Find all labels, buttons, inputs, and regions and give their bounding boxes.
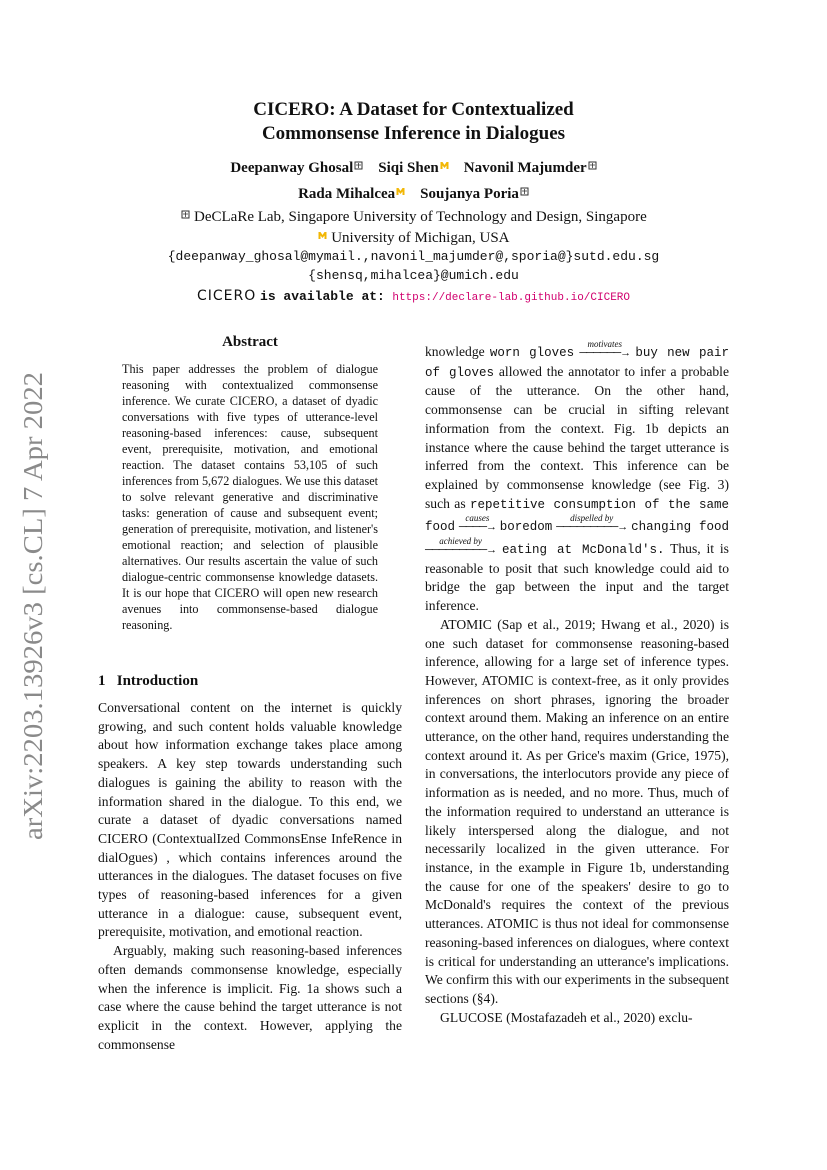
right-paragraph-glucose: GLUCOSE (Mostafazadeh et al., 2020) exclu- xyxy=(440,1009,693,1025)
email-2: {shensq,mihalcea}@umich.edu xyxy=(308,268,519,283)
term-changing-food: changing food xyxy=(631,520,729,535)
sutd-logo-icon xyxy=(181,210,190,219)
affiliation-1: DeCLaRe Lab, Singapore University of Technology and Design, Singapore xyxy=(0,209,827,226)
authors-row-2 xyxy=(0,186,827,203)
sutd-logo-icon xyxy=(354,161,363,170)
authors-row-1 xyxy=(0,160,827,177)
right-column xyxy=(425,340,729,1027)
author-name: Siqi Shen xyxy=(378,160,439,176)
term-eating-mcdonalds: eating at McDonald's. xyxy=(502,543,665,558)
email-1: {deepanway_ghosal@mymail.,navonil_majumder@,sporia@}sutd.edu.sg xyxy=(167,249,660,264)
arrow-motivates: motivates ──────→ xyxy=(579,339,631,359)
arxiv-stamp xyxy=(8,370,52,840)
umich-logo-icon xyxy=(396,187,405,196)
sutd-logo-icon xyxy=(588,161,597,170)
arrow-causes: causes ────→ xyxy=(458,513,496,534)
right-paragraph-atomic: ATOMIC (Sap et al., 2019; Hwang et al., 2020) is one such dataset for commonsense reasoning-based inference, allowing for a large set of inference types. However, ATOMIC is context-free, as it only provides inferences on short phrases, ignoring the broader context around them. Making an inference on an entire utterance, on the other hand, requires understanding the context around it. As per Grice's maxim (Grice, 1975), in conversations, the interlocutors provide any piece of information as is needed, and no more. Thus, much of the information required to understand an utterance is likely interspersed along the dialogue, and not necessarily localized in the given utterance. For instance, in the example in Figure 1b, understanding the cause for one of the speakers' desire to go to McDonald's requires the context of the previous utterances. ATOMIC is thus not ideal for commonsense reasoning-based inferences on dialogues, where context is critical for understanding an utterance's implications. We confirm this with our experiments in the subsequent sections (§4). xyxy=(425,616,729,1006)
arrow-achieved-by: achieved by ─────────→ xyxy=(425,536,497,557)
affiliation-2: University of Michigan, USA xyxy=(0,230,827,247)
author-name: Rada Mihalcea xyxy=(298,186,396,202)
intro-left-column xyxy=(98,699,402,1054)
abstract-heading: Abstract xyxy=(222,334,278,350)
right-paragraph-1: knowledge worn gloves motivates ──────→ buy new pair of gloves allowed the annotator to infer a probable cause of the utterance. On the other hand, commonsense can be crucial in sifting relevant information from the context. Fig. 1b depicts an instance where the cause behind the target utterance is inferred from the context. This inference can be explained by commonsense knowledge (see Fig. 3) such as repetitive consumption of the same food causes ────→ boredom dispelled by ─────────→ changing food achieved by ─────────→ eating at McDonald's. Thus, it is reasonable to posit that such knowledge could aid to bridge the gap between the input and the target inference. xyxy=(425,339,729,614)
author-name: Soujanya Poria xyxy=(420,186,519,202)
available-text: is available at: xyxy=(260,289,385,304)
intro-paragraph-2: Arguably, making such reasoning-based inferences often demands commonsense knowledge, especially when the inference is implicit. Fig. 1a shows such a case where the cause behind the target utterance is not explicit in the context. However, applying the commonsense xyxy=(98,943,402,1052)
arxiv-id: arXiv:2203.13926v3 [cs.CL] 7 Apr 2022 xyxy=(18,399,48,840)
cicero-name: CICERO xyxy=(197,288,257,304)
arrow-dispelled-by: dispelled by ─────────→ xyxy=(556,513,628,534)
author-name: Navonil Majumder xyxy=(463,160,587,176)
section-heading-introduction: 1 Introduction xyxy=(98,673,199,689)
umich-logo-icon xyxy=(440,161,449,170)
availability-line xyxy=(0,288,827,305)
author-name: Deepanway Ghosal xyxy=(230,160,354,176)
title-line-2: Commonsense Inference in Dialogues xyxy=(261,123,566,144)
umich-logo-icon xyxy=(318,231,327,240)
term-worn-gloves: worn gloves xyxy=(489,346,575,360)
intro-paragraph-1: Conversational content on the internet is quickly growing, and such content holds valuable knowledge about how information exchange takes place among speakers. A key step towards understanding such dialogues is gaining the ability to reason with the information shared in the dialogue. To this end, we curate a dataset of dyadic conversations named CICERO (ContextualIzed CommonsEnse InfeRence in dialOgues) , which contains inferences around the utterances in the dialogues. The dataset focuses on five types of reasoning-based inferences for a given utterance in a dialogue: cause, subsequent event, prerequisite, motivation, and emotional reaction. xyxy=(98,700,402,940)
paper-title xyxy=(0,98,827,146)
abstract-text: This paper addresses the problem of dialogue reasoning with contextualized commonsense inference. We curate CICERO, a dataset of dyadic conversations with five types of utterance-level reasoning-based inferences: cause, subsequent event, prerequisite, motivation, and emotional reaction. The dataset contains 53,105 of such inferences from 5,672 dialogues. We use this dataset to solve relevant generative and discriminative tasks: generation of cause and subsequent event; generation of prerequisite, motivation, and listener's emotional reaction; and selection of plausible alternatives. Our results ascertain the value of such dialogue-centric commonsense knowledge datasets. It is our hope that CICERO will open new research avenues into commonsense-based dialogue reasoning. xyxy=(122,362,378,632)
term-repetitive: repetitive consumption of the same food xyxy=(425,497,729,535)
title-line-1: CICERO: A Dataset for Contextualized xyxy=(253,99,574,120)
project-url-link[interactable]: https://declare-lab.github.io/CICERO xyxy=(392,292,630,304)
sutd-logo-icon xyxy=(520,187,529,196)
term-boredom: boredom xyxy=(499,520,553,535)
term-buy-gloves: buy new pair of gloves xyxy=(425,346,729,380)
